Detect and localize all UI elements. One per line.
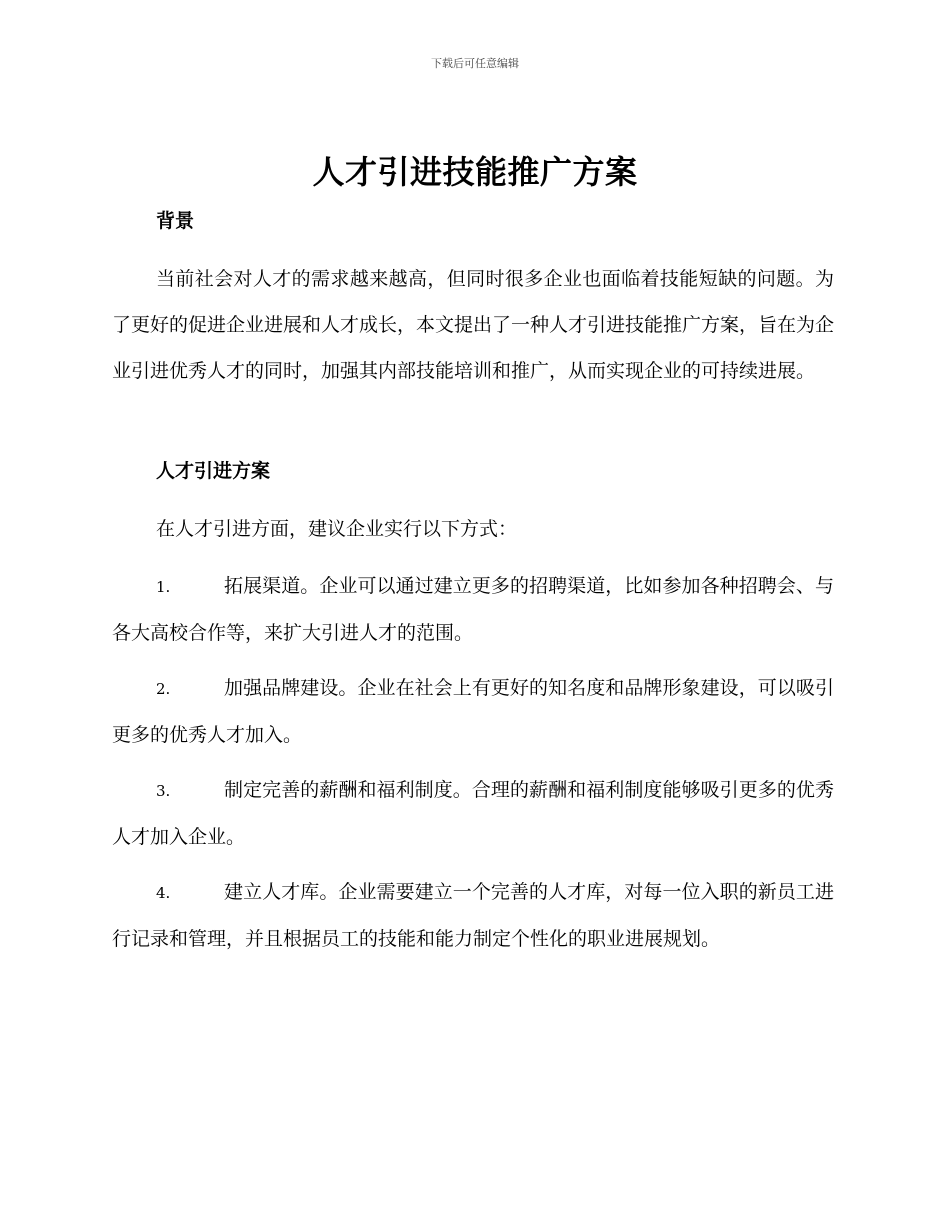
section-heading-talent-plan: 人才引进方案 bbox=[156, 460, 271, 482]
header-note: 下载后可任意编辑 bbox=[431, 57, 519, 70]
list-item-text: 加强品牌建设。企业在社会上有更好的知名度和品牌形象建设，可以吸引更多的优秀人才加入。 bbox=[112, 677, 834, 746]
list-number: 3. bbox=[156, 782, 171, 800]
list-number: 4. bbox=[156, 884, 171, 902]
list-item-text: 制定完善的薪酬和福利制度。合理的薪酬和福利制度能够吸引更多的优秀人才加入企业。 bbox=[112, 779, 834, 848]
list-item bbox=[112, 563, 834, 656]
list-item-text: 拓展渠道。企业可以通过建立更多的招聘渠道，比如参加各种招聘会、与各大高校合作等，来扩大引进人才的范围。 bbox=[112, 575, 834, 644]
document-title: 人才引进技能推广方案 bbox=[312, 153, 638, 191]
list-item bbox=[112, 665, 834, 758]
section-heading-background: 背景 bbox=[156, 210, 195, 232]
talent-plan-intro: 在人才引进方面，建议企业实行以下方式： bbox=[156, 518, 518, 540]
list-number: 1. bbox=[156, 578, 171, 596]
list-item bbox=[112, 767, 834, 860]
list-number: 2. bbox=[156, 680, 171, 698]
list-item bbox=[112, 869, 834, 962]
background-paragraph: 当前社会对人才的需求越来越高，但同时很多企业也面临着技能短缺的问题。为了更好的促进企业进展和人才成长，本文提出了一种人才引进技能推广方案，旨在为企业引进优秀人才的同时，加强其内部技能培训和推广，从而实现企业的可持续进展。 bbox=[112, 268, 835, 382]
list-item-text: 建立人才库。企业需要建立一个完善的人才库，对每一位入职的新员工进行记录和管理，并且根据员工的技能和能力制定个性化的职业进展规划。 bbox=[112, 881, 834, 950]
